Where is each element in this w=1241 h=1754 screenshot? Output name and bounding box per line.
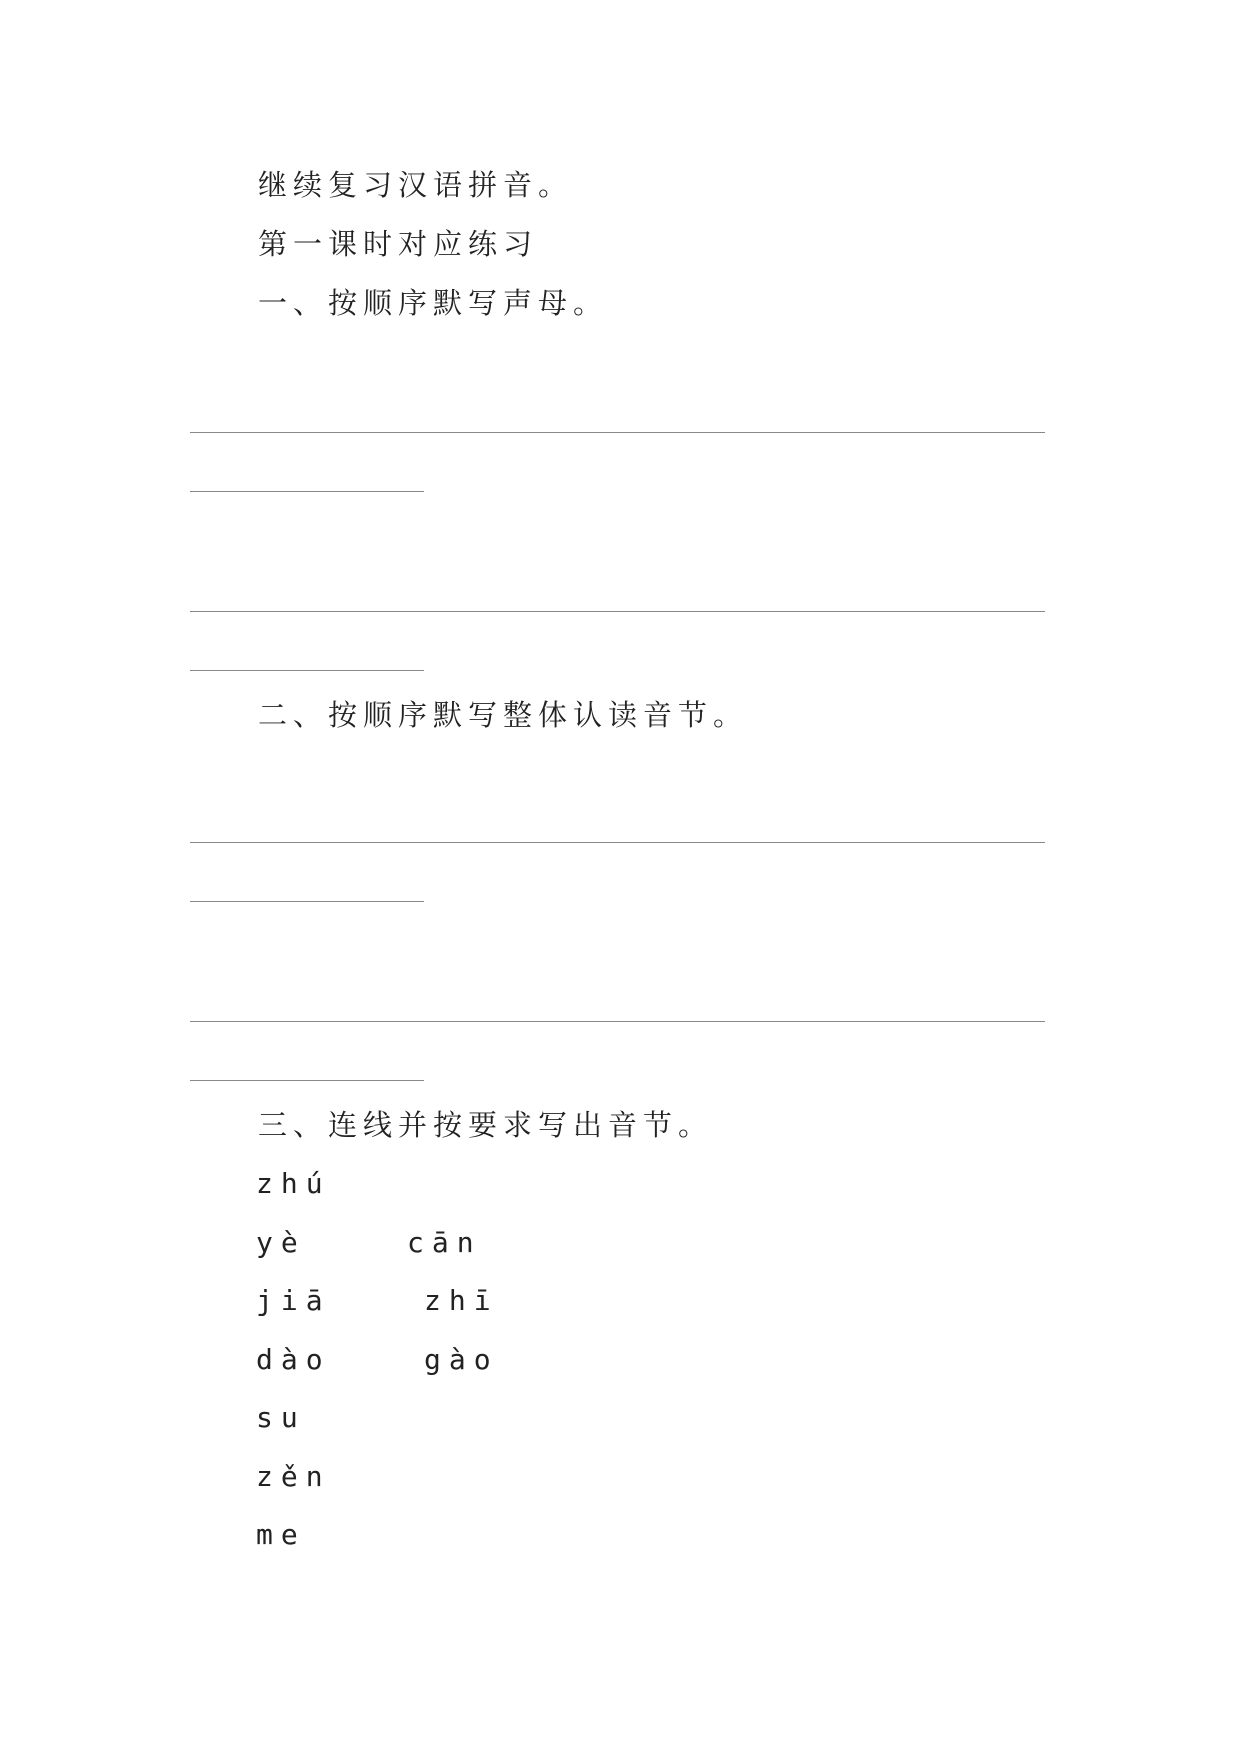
pinyin-right-item: zhī bbox=[424, 1284, 499, 1317]
answer-line[interactable] bbox=[190, 901, 424, 902]
pinyin-left-item: yè bbox=[256, 1226, 306, 1259]
pinyin-left-item: jiā bbox=[256, 1284, 331, 1317]
pinyin-right-item: gào bbox=[424, 1343, 499, 1376]
pinyin-left-item: zhú bbox=[256, 1167, 331, 1200]
answer-line[interactable] bbox=[190, 611, 1045, 612]
intro-text: 继续复习汉语拼音。 bbox=[258, 168, 574, 202]
section-2-heading: 二、按顺序默写整体认读音节。 bbox=[258, 698, 749, 732]
answer-line[interactable] bbox=[190, 432, 1045, 433]
answer-line[interactable] bbox=[190, 1021, 1045, 1022]
answer-line[interactable] bbox=[190, 1080, 424, 1081]
lesson-title: 第一课时对应练习 bbox=[258, 227, 539, 261]
pinyin-left-item: dào bbox=[256, 1343, 331, 1376]
section-3-heading: 三、连线并按要求写出音节。 bbox=[258, 1108, 714, 1142]
pinyin-left-item: me bbox=[256, 1518, 306, 1551]
answer-line[interactable] bbox=[190, 491, 424, 492]
pinyin-left-item: su bbox=[256, 1401, 306, 1434]
pinyin-right-item: cān bbox=[407, 1226, 482, 1259]
answer-line[interactable] bbox=[190, 842, 1045, 843]
section-1-heading: 一、按顺序默写声母。 bbox=[258, 286, 609, 320]
pinyin-left-item: zěn bbox=[256, 1460, 331, 1493]
answer-line[interactable] bbox=[190, 670, 424, 671]
